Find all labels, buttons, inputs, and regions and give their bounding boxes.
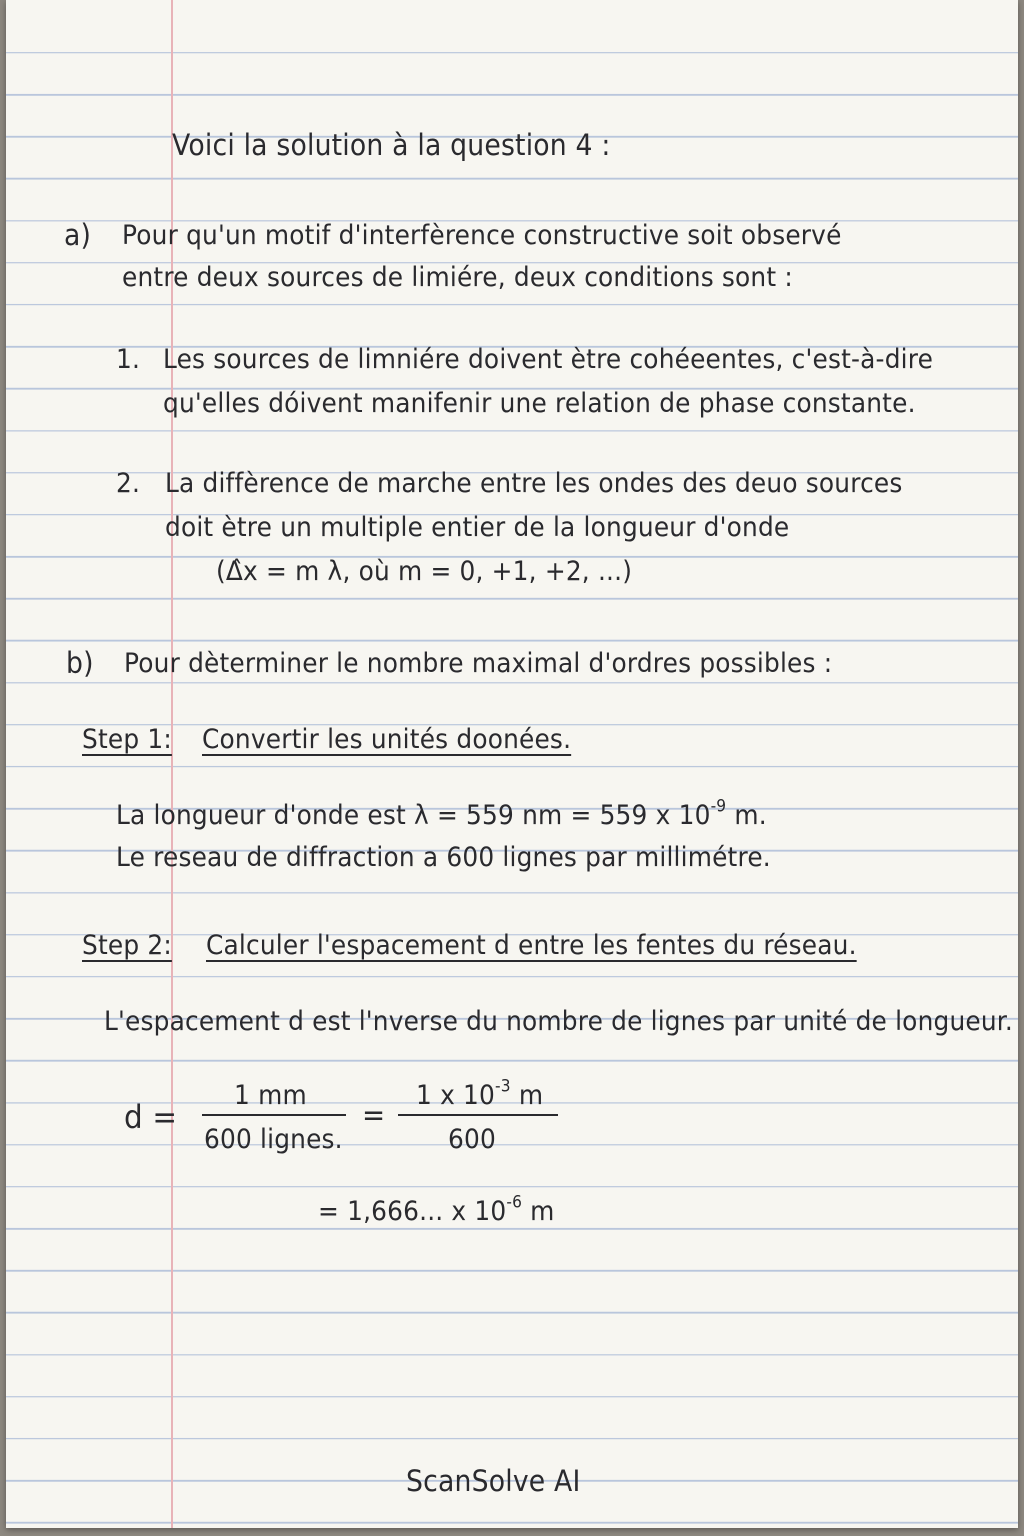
footer-brand: ScanSolve AI [406,1464,581,1498]
fraction1-denominator: 600 lignes. [204,1124,343,1155]
fraction2-numerator: 1 x $10^{-3}$ m [416,1075,544,1111]
page-header: Voici la solution à la question 4 : [172,128,611,162]
step1-label: Step 1: [82,724,172,755]
condition-1-line1: Les sources de limniére doivent ètre cohéeentes, c'est-à-dire [163,344,934,375]
step2-label: Step 2: [82,930,172,961]
equation-result: = 1,666... x $10^{-6}$ m [318,1191,555,1227]
part-a-label: a) [64,218,92,252]
part-b-intro: Pour dèterminer le nombre maximal d'ordres possibles : [124,648,833,679]
fraction2-bar [398,1114,558,1116]
condition-2-line2: doit ètre un multiple entier de la longueur d'onde [165,512,790,543]
condition-1-line2: qu'elles dóivent manifenir une relation de phase constante. [163,388,916,419]
fraction2-denominator: 600 [448,1124,496,1155]
step2-text: L'espacement d est l'nverse du nombre de lignes par unité de longueur. [104,1006,1013,1037]
step1-line1: La longueur d'onde est λ = 559 nm = 559 x $10^{-9}$ m. [116,795,767,831]
step1-line2: Le reseau de diffraction a 600 lignes par millimétre. [116,842,771,873]
equation-middle-equals: = [362,1098,386,1133]
condition-2-number: 2. [116,468,141,499]
equation-lhs: d = [124,1098,178,1136]
condition-2-line1: La diffèrence de marche entre les ondes des deuo sources [165,468,903,499]
part-b-label: b) [66,646,94,680]
step2-title: Calculer l'espacement d entre les fentes du réseau. [206,930,857,961]
part-a-intro-line1: Pour qu'un motif d'interfèrence constructive soit observé [122,220,842,251]
step1-title: Convertir les unités doonées. [202,724,572,755]
notebook-page [6,0,1018,1528]
fraction1-numerator: 1 mm [234,1080,307,1111]
part-a-intro-line2: entre deux sources de limiére, deux conditions sont : [122,262,793,293]
condition-1-number: 1. [116,344,141,375]
fraction1-bar [202,1114,346,1116]
condition-2-formula: (Δ̂x = m λ, où m = 0, +1, +2, ...) [216,556,633,587]
